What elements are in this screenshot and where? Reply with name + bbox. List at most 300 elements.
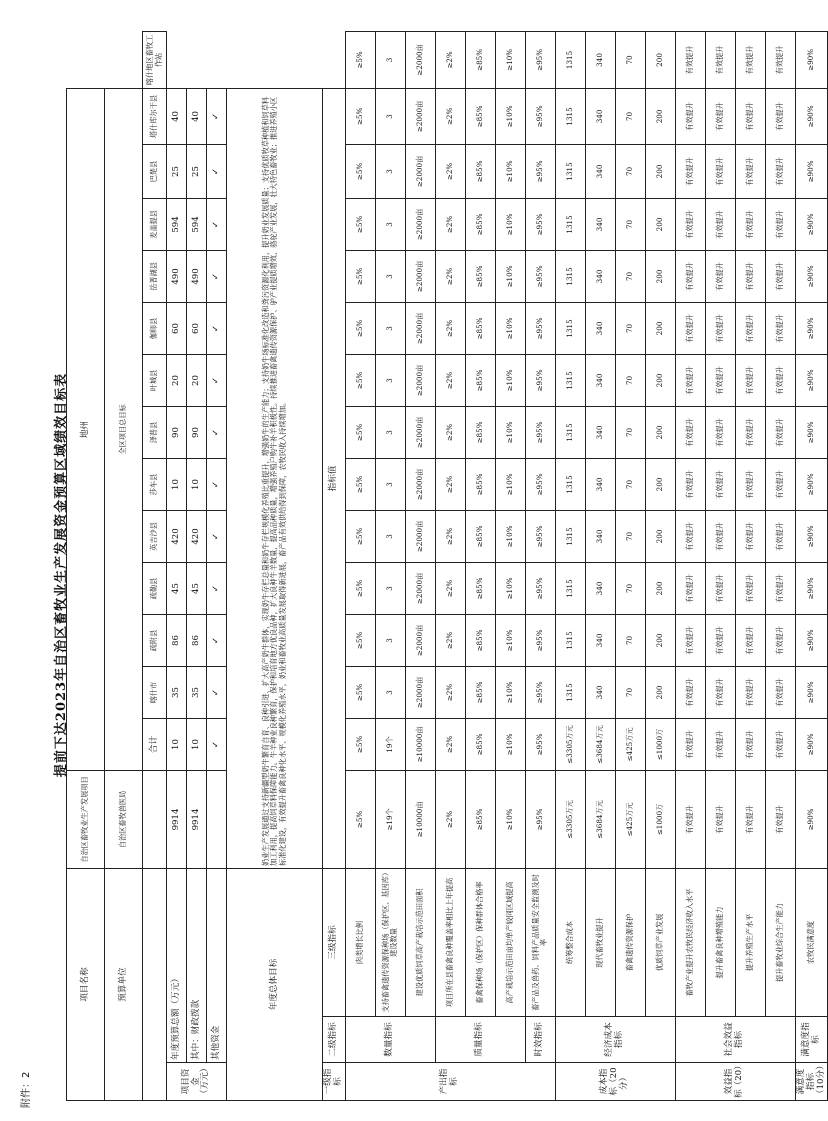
indicator-value: 有效提升 <box>765 354 795 406</box>
level1-header: 一级指标 <box>323 1063 346 1101</box>
indicator-value: ≤3305万元 <box>555 770 585 868</box>
indicator-value: 有效提升 <box>735 510 765 562</box>
table-row <box>615 32 645 1101</box>
indicator-value: ≥90% <box>795 32 828 89</box>
indicator-value: 1315 <box>555 88 585 144</box>
indicator-value: 340 <box>585 614 615 666</box>
indicator-value: 有效提升 <box>675 770 705 868</box>
indicator-value: ≥2% <box>435 198 465 250</box>
indicator-value: 70 <box>615 510 645 562</box>
indicator-value: 有效提升 <box>705 614 735 666</box>
level3-cell: 提升畜禽良种增殖能力 <box>705 868 735 1016</box>
level2-cell: 时效指标 <box>525 1017 555 1063</box>
indicator-value: 1315 <box>555 614 585 666</box>
indicator-value: ≥90% <box>795 562 828 614</box>
indicator-value: 有效提升 <box>735 250 765 302</box>
region-10: 麦盖提县 <box>143 198 167 250</box>
region-12: 塔什库尔干县 <box>143 88 167 144</box>
indicator-value: 340 <box>585 458 615 510</box>
project-name-value: 自治区畜牧业生产发展项目 <box>67 770 105 868</box>
level3-cell: 畜禽保种场（保护区）保种群体合格率 <box>465 868 495 1016</box>
other-funds-label: 其他资金 <box>207 868 227 1062</box>
indicator-value: ≥85% <box>465 302 495 354</box>
indicator-value: ≥10% <box>495 302 525 354</box>
region-1: 喀什市 <box>143 666 167 718</box>
indicator-value: 70 <box>615 354 645 406</box>
indicator-value: 340 <box>585 32 615 89</box>
indicator-value: ≥5% <box>345 88 375 144</box>
indicator-value: ≤425万元 <box>615 770 645 868</box>
indicator-value: 有效提升 <box>765 718 795 770</box>
other-mark-9: ✓ <box>207 302 227 354</box>
level3-cell: 建设优质饲草高产栽培示范田面积 <box>405 868 435 1016</box>
indicator-value: 1315 <box>555 144 585 198</box>
indicator-value: ≥95% <box>525 198 555 250</box>
region-9: 岳普湖县 <box>143 250 167 302</box>
indicator-value: ≥90% <box>795 88 828 144</box>
indicator-value: ≥5% <box>345 718 375 770</box>
indicator-value: ≥90% <box>795 144 828 198</box>
indicator-value: ≥90% <box>795 302 828 354</box>
page-title: 提前下达2023年自治区畜牧业生产发展资金预算区域绩效目标表 <box>54 372 69 778</box>
indicator-value: 70 <box>615 406 645 458</box>
overall-goal-label: 年度总体目标 <box>227 868 323 1100</box>
region-7: 叶城县 <box>143 354 167 406</box>
indicator-value: 1315 <box>555 198 585 250</box>
indicator-value: ≥2% <box>435 718 465 770</box>
indicator-value: 有效提升 <box>705 510 735 562</box>
indicator-value: 200 <box>645 198 675 250</box>
table-row <box>795 32 828 1101</box>
region-2: 疏附县 <box>143 614 167 666</box>
indicator-value: 1315 <box>555 250 585 302</box>
indicator-value: ≥5% <box>345 354 375 406</box>
indicator-value: ≥10% <box>495 406 525 458</box>
indicator-value: 19个 <box>375 718 405 770</box>
indicator-value: ≥10% <box>495 770 525 868</box>
indicator-value: ≥95% <box>525 718 555 770</box>
level2-cell: 社会效益指标 <box>675 1017 795 1063</box>
table-row <box>735 32 765 1101</box>
fiscal-amount-3: 86 <box>187 614 207 666</box>
region-13: 喀什地区畜牧工作站 <box>143 32 167 89</box>
indicator-value: ≥2% <box>435 666 465 718</box>
indicator-value: 70 <box>615 666 645 718</box>
indicator-value: 3 <box>375 510 405 562</box>
indicator-value: 1315 <box>555 458 585 510</box>
indicator-value: ≥2000亩 <box>405 88 435 144</box>
indicator-value: 有效提升 <box>675 32 705 89</box>
indicator-value: ≥95% <box>525 144 555 198</box>
indicator-value: 有效提升 <box>735 562 765 614</box>
indicator-value: 有效提升 <box>705 770 735 868</box>
indicator-value: ≥10000亩 <box>405 718 435 770</box>
indicator-value: ≥90% <box>795 614 828 666</box>
indicator-value: 有效提升 <box>765 458 795 510</box>
indicator-value: ≥90% <box>795 770 828 868</box>
indicator-value: ≥10% <box>495 32 525 89</box>
project-name-label: 项目名称 <box>67 868 105 1100</box>
fiscal-alloc-label: 其中：财政拨款 <box>187 868 207 1062</box>
indicator-value: 有效提升 <box>675 718 705 770</box>
fiscal-amount-10: 490 <box>187 250 207 302</box>
indicator-value: ≥95% <box>525 302 555 354</box>
indicator-value: 有效提升 <box>765 198 795 250</box>
indicator-value: ≥90% <box>795 666 828 718</box>
indicator-value: ≥5% <box>345 666 375 718</box>
indicator-value: 3 <box>375 144 405 198</box>
indicator-value: ≥85% <box>465 510 495 562</box>
total-caption: 全区项目总目标 <box>105 88 143 770</box>
indicator-value: 200 <box>645 666 675 718</box>
level2-header: 二级指标 <box>323 1017 346 1063</box>
indicator-value: 70 <box>615 198 645 250</box>
indicator-value: ≥10% <box>495 144 525 198</box>
indicator-value: ≥2000亩 <box>405 250 435 302</box>
level3-header: 三级指标 <box>323 868 346 1016</box>
indicator-value: ≥95% <box>525 666 555 718</box>
region-6: 泽普县 <box>143 406 167 458</box>
annual-amount-6: 10 <box>167 458 187 510</box>
fiscal-amount-9: 60 <box>187 302 207 354</box>
indicator-value: ≥2% <box>435 32 465 89</box>
indicator-value: 有效提升 <box>735 302 765 354</box>
fiscal-amount-8: 20 <box>187 354 207 406</box>
indicator-value: 340 <box>585 510 615 562</box>
indicator-value: 340 <box>585 88 615 144</box>
level2-cell: 经济成本指标 <box>555 1017 675 1063</box>
indicator-value: 1315 <box>555 510 585 562</box>
level3-cell: 提升畜牧业综合生产能力 <box>765 868 795 1016</box>
indicator-value: ≥2000亩 <box>405 666 435 718</box>
level3-cell: 高产栽培示范田亩均单产较同区域提高 <box>495 868 525 1016</box>
fiscal-amount-1: 10 <box>187 718 207 770</box>
indicator-value: 340 <box>585 250 615 302</box>
indicator-value: 有效提升 <box>765 250 795 302</box>
other-mark-1: ✓ <box>207 718 227 770</box>
indicator-value: 有效提升 <box>705 666 735 718</box>
indicator-value: ≥2% <box>435 302 465 354</box>
fiscal-amount-11: 594 <box>187 198 207 250</box>
level2-cell: 数量指标 <box>345 1017 435 1063</box>
annual-budget-label: 年度预算总额（万元） <box>167 868 187 1062</box>
indicator-value: 有效提升 <box>735 354 765 406</box>
indicator-value: 200 <box>645 302 675 354</box>
indicator-value: 3 <box>375 302 405 354</box>
indicator-value: 有效提升 <box>675 458 705 510</box>
indicator-value: 有效提升 <box>735 718 765 770</box>
indicator-value: ≥2000亩 <box>405 406 435 458</box>
indicator-value: ≥2000亩 <box>405 458 435 510</box>
indicator-value: 有效提升 <box>735 198 765 250</box>
indicator-value: ≥5% <box>345 614 375 666</box>
indicator-value: 有效提升 <box>765 32 795 89</box>
indicator-value: 有效提升 <box>705 88 735 144</box>
fiscal-amount-5: 420 <box>187 510 207 562</box>
indicator-value: ≥95% <box>525 354 555 406</box>
indicator-value: 有效提升 <box>735 614 765 666</box>
indicator-value: 3 <box>375 666 405 718</box>
blank-cell <box>143 868 167 1100</box>
indicator-value: 有效提升 <box>675 250 705 302</box>
indicator-value: ≥5% <box>345 510 375 562</box>
table-row <box>465 32 495 1101</box>
table-row <box>345 32 375 1101</box>
indicator-value: 有效提升 <box>705 144 735 198</box>
indicator-value: ≥5% <box>345 562 375 614</box>
indicator-value: 3 <box>375 354 405 406</box>
level1-cell: 产出指标 <box>345 1063 555 1101</box>
indicator-value: 3 <box>375 458 405 510</box>
fiscal-amount-13: 40 <box>187 88 207 144</box>
indicator-value: ≥90% <box>795 458 828 510</box>
indicator-value: ≥2% <box>435 354 465 406</box>
indicator-value: ≤1000万 <box>645 770 675 868</box>
region-8: 伽师县 <box>143 302 167 354</box>
indicator-value: 有效提升 <box>675 510 705 562</box>
indicator-value: ≤425万元 <box>615 718 645 770</box>
indicator-value: ≥5% <box>345 198 375 250</box>
indicator-value: 有效提升 <box>705 562 735 614</box>
annual-amount-3: 86 <box>167 614 187 666</box>
fiscal-amount-4: 45 <box>187 562 207 614</box>
annual-amount-8: 20 <box>167 354 187 406</box>
indicator-value: 200 <box>645 458 675 510</box>
fiscal-amount-7: 90 <box>187 406 207 458</box>
region-11: 巴楚县 <box>143 144 167 198</box>
indicator-value: 70 <box>615 614 645 666</box>
table-row <box>645 32 675 1101</box>
indicator-value: 1315 <box>555 32 585 89</box>
indicator-value: ≤3684万元 <box>585 718 615 770</box>
level3-cell: 畜禽遗传资源保护 <box>615 868 645 1016</box>
budget-unit-value: 自治区畜牧兽医局 <box>105 770 143 868</box>
indicator-value: ≥90% <box>795 354 828 406</box>
annual-amount-5: 420 <box>167 510 187 562</box>
indicator-value: 有效提升 <box>705 198 735 250</box>
other-mark-2: ✓ <box>207 666 227 718</box>
indicator-value: 3 <box>375 614 405 666</box>
indicator-value: 200 <box>645 88 675 144</box>
indicator-value: 200 <box>645 510 675 562</box>
table-row <box>555 32 585 1101</box>
region-5: 莎车县 <box>143 458 167 510</box>
indicator-value: 有效提升 <box>765 144 795 198</box>
table-row <box>435 32 465 1101</box>
blank-cell-2 <box>143 770 167 868</box>
attachment-label: 附件：2 <box>21 1071 32 1108</box>
indicator-value: ≥90% <box>795 198 828 250</box>
fiscal-alloc-value: 9914 <box>187 770 207 868</box>
indicator-value: 有效提升 <box>705 302 735 354</box>
indicator-value: 有效提升 <box>675 198 705 250</box>
indicator-value: 1315 <box>555 302 585 354</box>
indicator-value: ≥90% <box>795 406 828 458</box>
indicator-value: ≥95% <box>525 406 555 458</box>
indicator-value: 有效提升 <box>735 666 765 718</box>
indicator-value: 有效提升 <box>675 144 705 198</box>
indicator-value: 200 <box>645 354 675 406</box>
level3-cell: 支持畜禽遗传资源保种场（保护区、基因库）建设数量 <box>375 868 405 1016</box>
indicator-value: ≥85% <box>465 144 495 198</box>
indicator-value: ≥95% <box>525 250 555 302</box>
indicator-value: 340 <box>585 354 615 406</box>
indicator-value: 有效提升 <box>675 562 705 614</box>
other-funds-value <box>207 770 227 868</box>
indicator-value: 70 <box>615 302 645 354</box>
indicator-value: ≥2% <box>435 144 465 198</box>
table-row <box>585 32 615 1101</box>
indicator-value: ≥95% <box>525 510 555 562</box>
region-3: 疏勒县 <box>143 562 167 614</box>
indicator-value: ≥5% <box>345 406 375 458</box>
indicator-value: 340 <box>585 198 615 250</box>
indicator-value: 3 <box>375 562 405 614</box>
indicator-value: ≥10% <box>495 718 525 770</box>
other-mark-8: ✓ <box>207 354 227 406</box>
annual-amount-4: 45 <box>167 562 187 614</box>
table-row <box>405 32 435 1101</box>
indicator-value: ≥10000亩 <box>405 770 435 868</box>
annual-amount-7: 90 <box>167 406 187 458</box>
indicator-value: 70 <box>615 88 645 144</box>
other-mark-10: ✓ <box>207 250 227 302</box>
other-mark-13: ✓ <box>207 88 227 144</box>
indicator-value: ≥95% <box>525 32 555 89</box>
indicator-value: 1315 <box>555 666 585 718</box>
indicator-value: ≥10% <box>495 88 525 144</box>
indicator-value: 340 <box>585 302 615 354</box>
region-4: 英吉沙县 <box>143 510 167 562</box>
level1-cell: 效益指标（20） <box>675 1063 795 1101</box>
indicator-value: ≥85% <box>465 88 495 144</box>
indicator-value: 有效提升 <box>765 406 795 458</box>
annual-amount-1: 10 <box>167 718 187 770</box>
annual-amount-2: 35 <box>167 666 187 718</box>
fiscal-amount-12: 25 <box>187 144 207 198</box>
indicator-value: 3 <box>375 198 405 250</box>
indicator-value: 有效提升 <box>765 302 795 354</box>
indicator-value: 有效提升 <box>705 250 735 302</box>
indicator-value: ≥10% <box>495 666 525 718</box>
level3-cell: 项目所在县畜禽良种覆盖率相比上年提高 <box>435 868 465 1016</box>
indicator-value: ≥5% <box>345 302 375 354</box>
indicator-value: 200 <box>645 250 675 302</box>
indicator-value: ≥85% <box>465 458 495 510</box>
indicator-value: 有效提升 <box>765 562 795 614</box>
indicator-value: ≥10% <box>495 510 525 562</box>
indicator-value: ≥95% <box>525 458 555 510</box>
annual-amount-13: 40 <box>167 88 187 144</box>
indicator-value: 有效提升 <box>735 770 765 868</box>
indicator-value: 有效提升 <box>675 88 705 144</box>
indicator-value: ≥2% <box>435 250 465 302</box>
indicator-value: ≥10% <box>495 250 525 302</box>
indicator-value: ≥85% <box>465 250 495 302</box>
indicator-value: ≥2000亩 <box>405 510 435 562</box>
annual-amount-9: 60 <box>167 302 187 354</box>
indicator-value: 有效提升 <box>735 32 765 89</box>
indicator-value: 70 <box>615 458 645 510</box>
indicator-value: ≥2% <box>435 614 465 666</box>
indicator-value: 3 <box>375 250 405 302</box>
funds-label: 项目资金 （万元） <box>167 1063 227 1101</box>
indicator-value: ≥85% <box>465 770 495 868</box>
indicator-value: ≤3305万元 <box>555 718 585 770</box>
budget-unit-label: 预算单位 <box>105 868 143 1100</box>
other-mark-3: ✓ <box>207 614 227 666</box>
indicator-value: ≥95% <box>525 562 555 614</box>
indicator-value: ≥85% <box>465 666 495 718</box>
indicator-value: 有效提升 <box>735 88 765 144</box>
indicator-value: 340 <box>585 666 615 718</box>
annual-amount-11: 594 <box>167 198 187 250</box>
indicator-value: 有效提升 <box>735 144 765 198</box>
indicator-value: 3 <box>375 88 405 144</box>
indicator-value: ≥2000亩 <box>405 144 435 198</box>
fiscal-amount-2: 35 <box>187 666 207 718</box>
indicator-value: 1315 <box>555 354 585 406</box>
indicator-value: ≥85% <box>465 562 495 614</box>
overall-goal-text: 奶业生产发展通过支持新疆型奶牛繁育自育、良种引进、扩大高产奶牛群体，实现奶牛存栏总量和奶牛存栏规模化养殖比重提升，增强奶牛的生产能力；支持奶牛场标准化改造和粪污资源化利用，提升奶业发展质量；支持优质牧草种植和饲草料加工利用，提高饲草料保障能力。牛羊种业良种繁育，保护和培育地方优良品种，扩大良种牛羊数量，提高品种质量，增强养殖户购牛补羊积极性。持续推进畜禽遗传资源保护、驴产业提质增效、骆驼产业发展，壮大特色畜牧业；推进养殖小区标准化建设，有效提升畜禽良种化水平、规模化养殖水平，奶业和畜牧业高质量发展取得新进展，畜产品有效供给得到保障，农牧民收入持续增加。 <box>227 88 323 868</box>
indicator-value: ≥10% <box>495 458 525 510</box>
indicator-value: ≥95% <box>525 614 555 666</box>
indicator-value-header: 指标值 <box>323 88 346 868</box>
indicator-value: 有效提升 <box>675 354 705 406</box>
level3-cell: 畜产品及兽药、饲料产品质量安全监测及时率 <box>525 868 555 1016</box>
level1-cell: 满意度指标（10分） <box>795 1063 828 1101</box>
indicator-value: ≥5% <box>345 250 375 302</box>
indicator-value: 有效提升 <box>705 718 735 770</box>
indicator-value: ≥10% <box>495 562 525 614</box>
indicator-value: ≥95% <box>525 770 555 868</box>
indicator-value: ≥90% <box>795 250 828 302</box>
indicator-value: 有效提升 <box>675 406 705 458</box>
level3-cell: 优质饲草产业发展 <box>645 868 675 1016</box>
indicator-value: 1315 <box>555 562 585 614</box>
indicator-value: 3 <box>375 32 405 89</box>
indicator-value: 有效提升 <box>765 666 795 718</box>
indicator-value: ≥5% <box>345 770 375 868</box>
annual-budget-value: 9914 <box>167 770 187 868</box>
indicator-value: 有效提升 <box>675 614 705 666</box>
indicator-value: 有效提升 <box>705 406 735 458</box>
indicator-value: 3 <box>375 406 405 458</box>
indicator-value: 有效提升 <box>705 354 735 406</box>
indicator-value: 有效提升 <box>705 458 735 510</box>
indicator-value: ≥85% <box>465 198 495 250</box>
indicator-value: ≥85% <box>465 354 495 406</box>
indicator-value: ≥2% <box>435 562 465 614</box>
performance-table-container <box>66 31 826 1101</box>
indicator-value: 340 <box>585 562 615 614</box>
indicator-value: ≥10% <box>495 614 525 666</box>
table-row <box>675 32 705 1101</box>
indicator-value: ≥2000亩 <box>405 614 435 666</box>
indicator-value: ≥10% <box>495 354 525 406</box>
indicator-value: ≥2000亩 <box>405 562 435 614</box>
indicator-value: 有效提升 <box>735 406 765 458</box>
indicator-value: ≤3684万元 <box>585 770 615 868</box>
indicator-value: ≥2% <box>435 88 465 144</box>
fiscal-amount-6: 10 <box>187 458 207 510</box>
indicator-rows <box>345 32 828 1101</box>
level1-cell: 成本指标（20分） <box>555 1063 675 1101</box>
indicator-value: ≥2000亩 <box>405 32 435 89</box>
level3-cell: 农牧民满意度 <box>795 868 828 1016</box>
indicator-value: 70 <box>615 250 645 302</box>
level3-cell: 现代畜牧业提升 <box>585 868 615 1016</box>
